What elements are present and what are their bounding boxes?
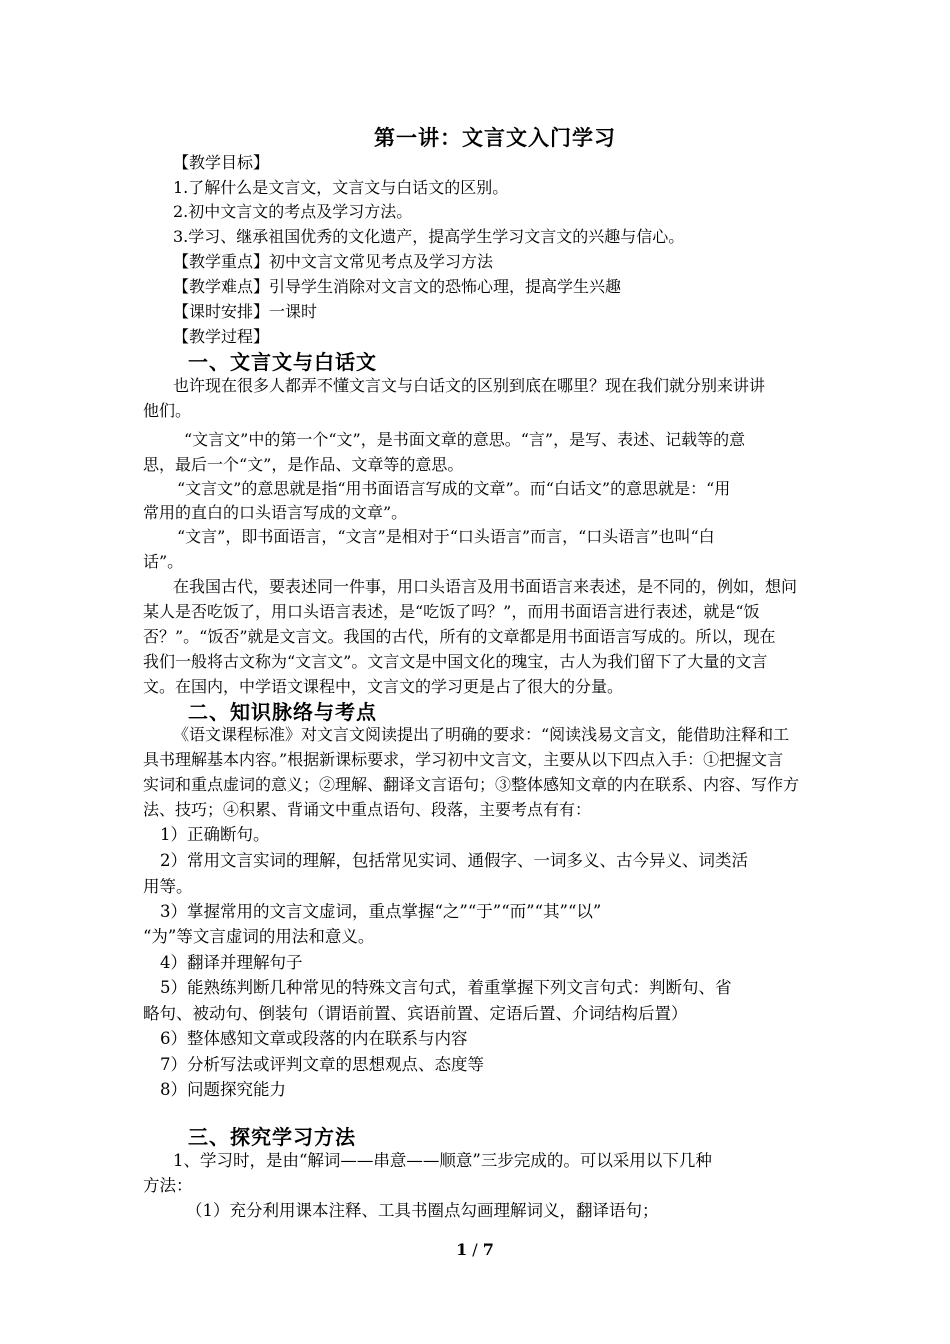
paragraph-line: “文言”，即书面语言，“文言”是相对于“口头语言”而言，“口头语言”也叫“白 <box>177 527 715 546</box>
section-heading-2: 二、知识脉络与考点 <box>188 700 377 724</box>
exam-point-4: 4）翻译并理解句子 <box>160 953 303 972</box>
paragraph-line: 《语文课程标准》对文言文阅读提出了明确的要求：“阅读浅易文言文，能借助注释和工 <box>173 725 790 744</box>
exam-point-3: 3）掌握常用的文言文虚词，重点掌握“之”“于”“而”“其”“以” <box>160 902 602 921</box>
goal-item-2: 2.初中文言文的考点及学习方法。 <box>173 202 413 221</box>
section-heading-3: 三、探究学习方法 <box>188 1125 356 1149</box>
paragraph-line: 话”。 <box>143 552 184 571</box>
page-number: 1 <box>456 1240 468 1259</box>
page-total: 7 <box>482 1240 494 1259</box>
exam-point-6: 6）整体感知文章或段落的内在联系与内容 <box>160 1029 468 1048</box>
teaching-focus: 【教学重点】初中文言文常见考点及学习方法 <box>173 252 494 271</box>
paragraph-line: 实词和重点虚词的意义；②理解、翻译文言语句；③整体感知文章的内在联系、内容、写作方 <box>143 775 800 794</box>
teaching-process-label: 【教学过程】 <box>173 327 270 346</box>
method-item-1: （1）充分利用课本注释、工具书圈点勾画理解词义，翻译语句； <box>186 1201 659 1220</box>
paragraph-line: 他们。 <box>143 401 192 420</box>
class-schedule: 【课时安排】一课时 <box>173 302 318 321</box>
goal-item-1: 1.了解什么是文言文，文言文与白话文的区别。 <box>173 178 509 197</box>
exam-point-1: 1）正确断句。 <box>160 825 270 844</box>
paragraph-line: 也许现在很多人都弄不懂文言文与白话文的区别到底在哪里？现在我们就分别来讲讲 <box>173 376 766 395</box>
paragraph-line: 我们一般将古文称为“文言文”。文言文是中国文化的瑰宝，古人为我们留下了大量的文言 <box>143 652 768 671</box>
paragraph-line: “文言文”中的第一个“文”，是书面文章的意思。“言”，是写、表述、记载等的意 <box>184 430 746 449</box>
paragraph-line: 常用的直白的口头语言写成的文章”。 <box>143 503 408 522</box>
paragraph-line: 具书理解基本内容。”根据新课标要求，学习初中文言文，主要从以下四点入手：①把握文言 <box>143 750 784 769</box>
paragraph-line: 文。在国内，中学语文课程中，文言文的学习更是占了很大的分量。 <box>143 677 624 696</box>
paragraph-line: 方法： <box>143 1176 193 1195</box>
page-title: 第一讲：文言文入门学习 <box>374 125 616 150</box>
exam-point-5-cont: 略句、被动句、倒装句（谓语前置、宾语前置、定语后置、介词结构后置） <box>143 1004 688 1023</box>
paragraph-line: 某人是否吃饭了，用口头语言表述，是“吃饭了吗？”，而用书面语言进行表述，就是“饭 <box>143 602 760 621</box>
paragraph-line: “文言文”的意思就是指“用书面语言写成的文章”。而“白话文”的意思就是：“用 <box>177 479 731 498</box>
page-footer: 1 / 7 <box>456 1240 494 1259</box>
paragraph-line: 否？”。“饭否”就是文言文。我国的古代，所有的文章都是用书面语言写成的。所以，现在 <box>143 627 776 646</box>
paragraph-line: 法、技巧；④积累、背诵文中重点语句、段落，主要考点有有： <box>143 800 592 819</box>
exam-point-8: 8）问题探究能力 <box>160 1080 286 1099</box>
teaching-difficulty: 【教学难点】引导学生消除对文言文的恐怖心理，提高学生兴趣 <box>173 277 622 296</box>
exam-point-5: 5）能熟练判断几种常见的特殊文言句式，着重掌握下列文言句式：判断句、省 <box>160 978 732 997</box>
teaching-goal-label: 【教学目标】 <box>173 153 270 172</box>
goal-item-3: 3.学习、继承祖国优秀的文化遗产，提高学生学习文言文的兴趣与信心。 <box>173 227 685 246</box>
exam-point-7: 7）分析写法或评判文章的思想观点、态度等 <box>160 1055 484 1074</box>
paragraph-line: 思，最后一个“文”，是作品、文章等的意思。 <box>143 455 464 474</box>
paragraph-line: 在我国古代，要表述同一件事，用口头语言及用书面语言来表述，是不同的，例如，想问 <box>173 577 798 596</box>
paragraph-line: 1、学习时，是由“解词——串意——顺意”三步完成的。可以采用以下几种 <box>173 1151 712 1170</box>
section-heading-1: 一、文言文与白话文 <box>188 350 377 374</box>
exam-point-2: 2）常用文言实词的理解，包括常见实词、通假字、一词多义、古今异义、词类活 <box>160 851 748 870</box>
exam-point-2-cont: 用等。 <box>143 877 193 896</box>
exam-point-3-cont: “为”等文言虚词的用法和意义。 <box>143 927 375 946</box>
